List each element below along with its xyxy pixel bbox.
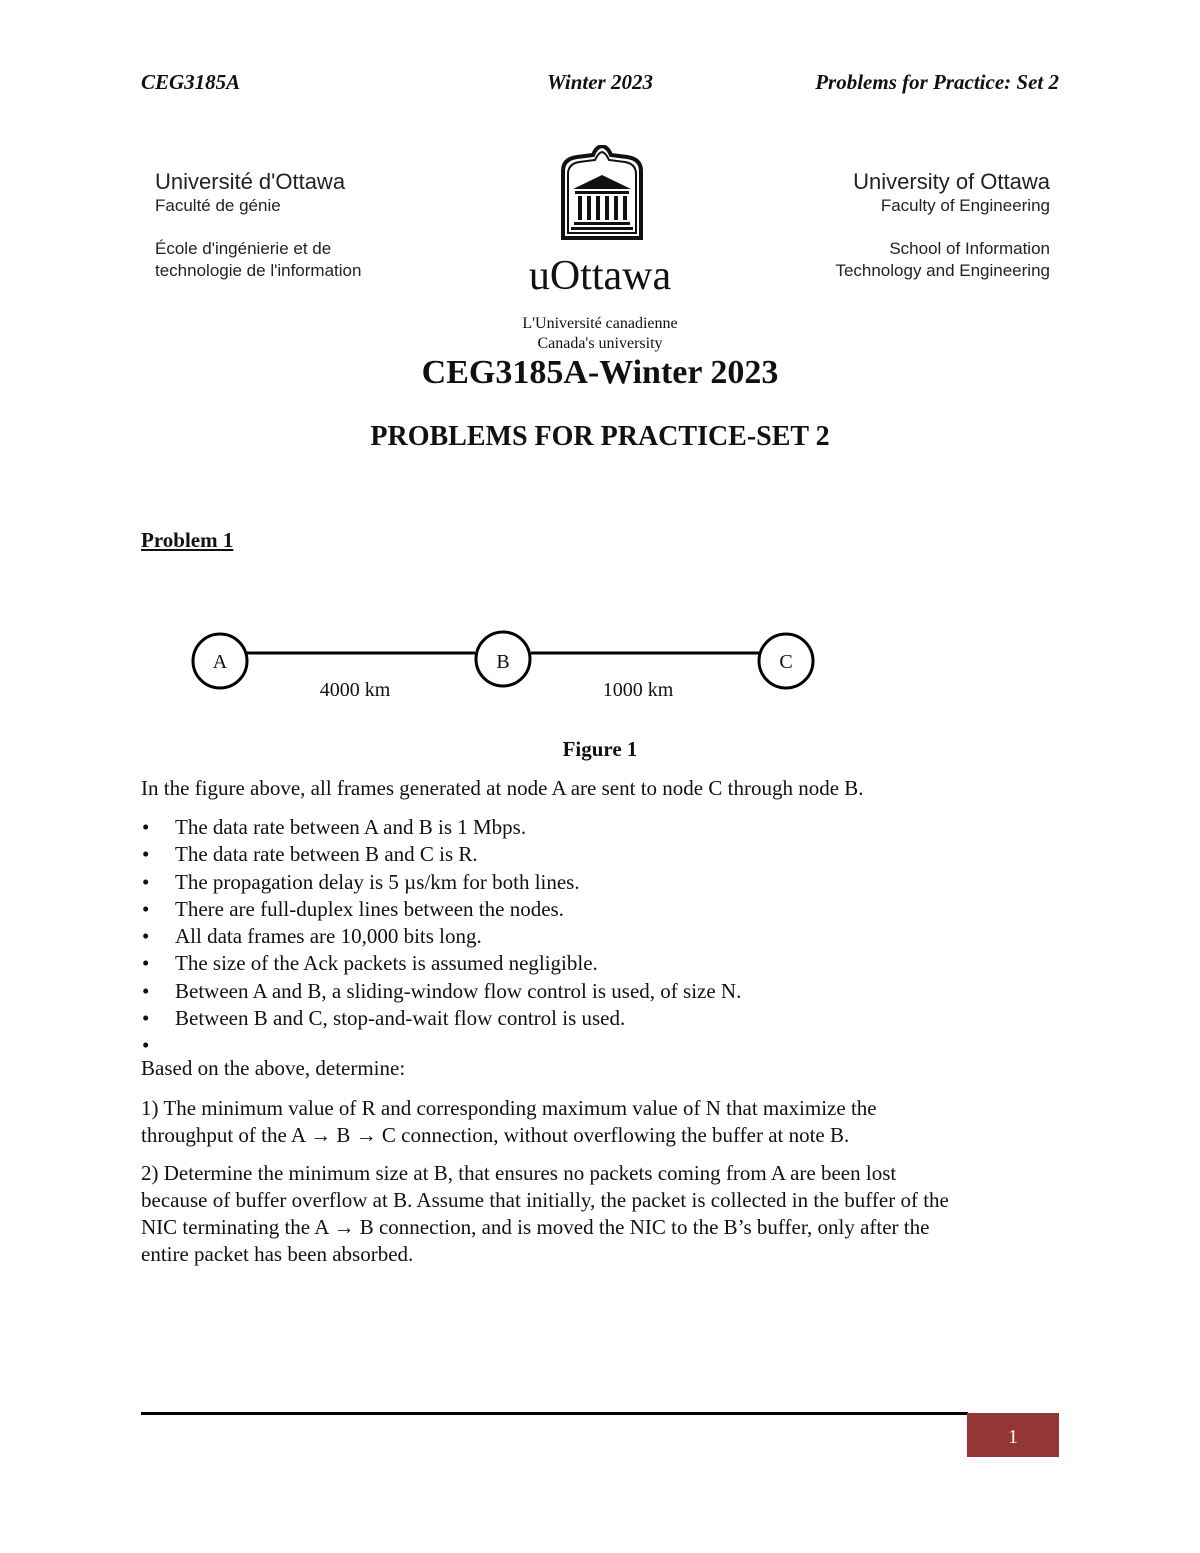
bullet-icon: • [142, 978, 150, 1003]
question-2 [141, 1160, 949, 1268]
list-item: • Between A and B, a sliding-window flow control is used, of size N. [142, 978, 742, 1003]
bullet-icon: • [142, 1033, 150, 1058]
building-crest-icon [559, 145, 645, 241]
logo-left-school-2: technologie de l'information [155, 261, 362, 280]
bullet-icon: • [142, 1006, 150, 1031]
figure-caption: Figure 1 [562, 737, 638, 761]
logo-tagline-en: Canada's university [537, 335, 663, 352]
logo-right-faculty: Faculty of Engineering [880, 196, 1050, 215]
node-b-label: B [496, 651, 510, 673]
network-diagram [185, 625, 825, 715]
assumption-list [141, 814, 1061, 1060]
page-number: 1 [967, 1413, 1059, 1457]
link-bc-distance: 1000 km [602, 679, 674, 701]
list-item: • All data frames are 10,000 bits long. [142, 924, 482, 949]
logo-tagline-fr: L'Université canadienne [522, 315, 678, 332]
question-1 [141, 1095, 877, 1149]
logo-right-school-2: Technology and Engineering [835, 261, 1050, 280]
header-course: CEG3185A [141, 70, 241, 94]
logo-left-faculty: Faculté de génie [155, 196, 281, 215]
question-2-line-3: NIC terminating the A → B connection, and is moved the NIC to the B’s buffer, only after the [141, 1215, 930, 1239]
list-item: • The propagation delay is 5 µs/km for both lines. [142, 869, 580, 894]
list-item: • The data rate between A and B is 1 Mbps. [142, 815, 527, 839]
list-item: • Between B and C, stop-and-wait flow control is used. [142, 1006, 626, 1031]
question-2-line-2: because of buffer overflow at B. Assume that initially, the packet is collected in the buffer of the [141, 1188, 949, 1212]
link-ab-distance: 4000 km [319, 679, 391, 701]
bullet-icon: • [142, 951, 150, 976]
bullet-icon: • [142, 896, 150, 921]
question-1-line-2: throughput of the A → B → C connection, without overflowing the buffer at note B. [141, 1123, 850, 1147]
question-2-line-1: 2) Determine the minimum size at B, that ensures no packets coming from A are been lost [141, 1161, 897, 1185]
university-logo [0, 140, 1200, 355]
logo-left-school-1: École d'ingénierie et de [155, 239, 332, 258]
list-item: • There are full-duplex lines between the nodes. [142, 896, 564, 921]
logo-right-school-1: School of Information [889, 239, 1050, 258]
document-title: CEG3185A-Winter 2023 [421, 354, 779, 391]
problem-intro: In the figure above, all frames generated at node A are sent to node C through node B. [141, 776, 864, 800]
document-subtitle: PROBLEMS FOR PRACTICE-SET 2 [370, 421, 830, 452]
node-c-label: C [779, 651, 793, 673]
question-1-line-1: 1) The minimum value of R and corresponding maximum value of N that maximize the [141, 1096, 877, 1120]
logo-right-name: University of Ottawa [853, 169, 1050, 194]
bullet-icon: • [142, 869, 150, 894]
list-item: • The size of the Ack packets is assumed negligible. [142, 951, 598, 976]
bullet-icon: • [142, 815, 150, 839]
header-set-title: Problems for Practice: Set 2 [815, 70, 1059, 94]
logo-wordmark: uOttawa [528, 253, 672, 299]
problem-heading: Problem 1 [141, 528, 234, 552]
based-on-text: Based on the above, determine: [141, 1056, 406, 1080]
logo-left-name: Université d'Ottawa [155, 169, 346, 194]
bullet-icon: • [142, 842, 150, 867]
header-term: Winter 2023 [547, 70, 653, 94]
footer-rule [141, 1412, 968, 1415]
bullet-icon: • [142, 924, 150, 949]
node-a-label: A [212, 651, 228, 673]
question-2-line-4: entire packet has been absorbed. [141, 1242, 414, 1266]
list-item: • The data rate between B and C is R. [142, 842, 478, 867]
